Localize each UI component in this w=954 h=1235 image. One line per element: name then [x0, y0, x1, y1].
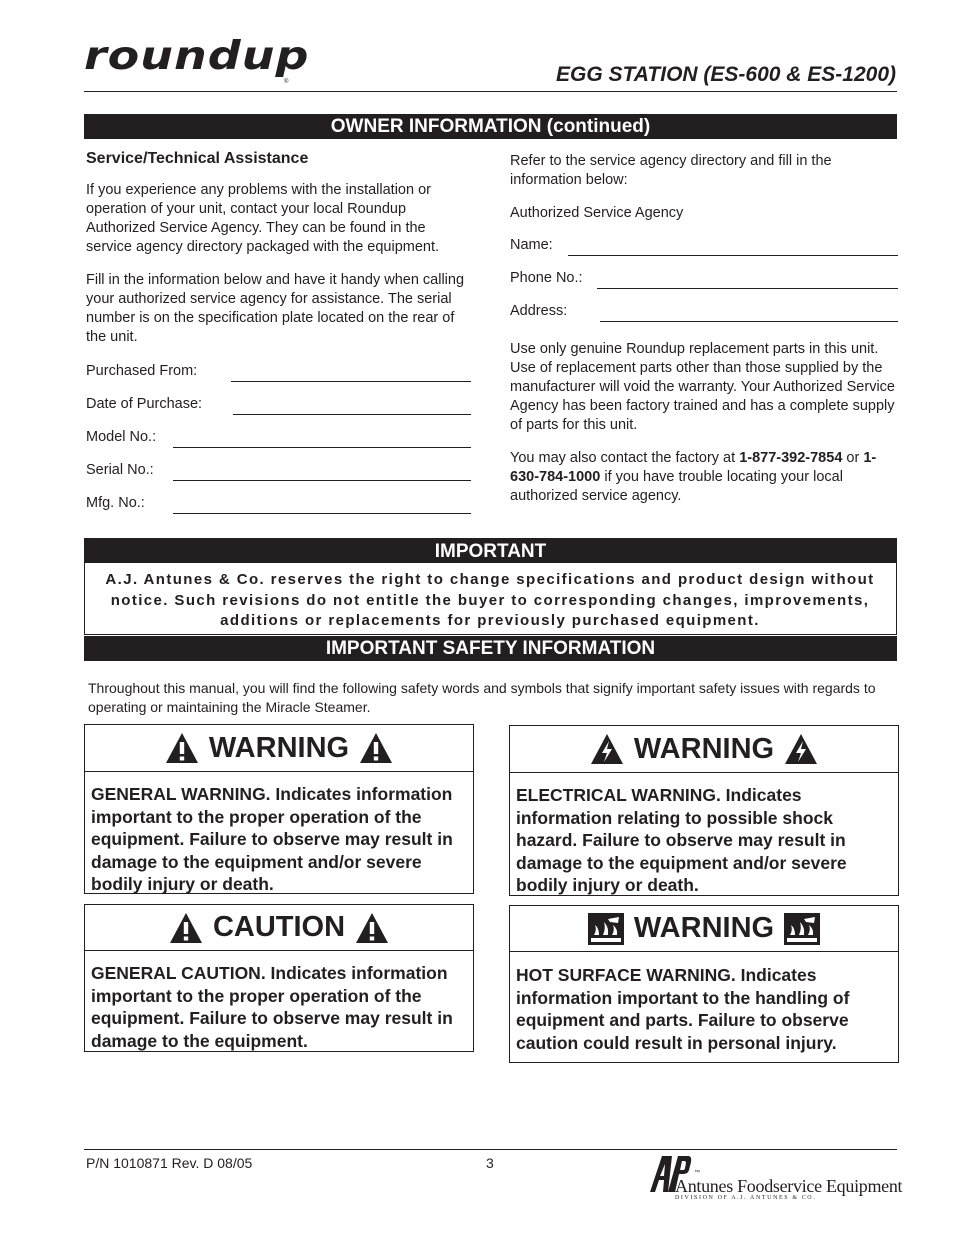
agency-name-field[interactable] — [510, 235, 898, 268]
fill-line — [600, 321, 898, 322]
warning-title: WARNING — [208, 731, 350, 764]
registered-mark: ® — [284, 79, 289, 85]
hot-surface-warning-header — [510, 906, 898, 952]
field-label: Address: — [510, 303, 568, 319]
warning-triangle-icon — [359, 732, 393, 764]
hot-surface-icon — [588, 913, 624, 945]
replacement-parts-paragraph: Use only genuine Roundup replacement parts in this unit. Use of replacement parts other than those supplied by the manufacturer will void the warranty. Your Authorized Service Agency has been factory trained and has a complete supply of parts for this unit. — [510, 341, 895, 433]
purchased-from-field[interactable] — [86, 361, 471, 394]
general-warning-text: GENERAL WARNING. Indicates information important to the proper operation of the equipment. Failure to observe may result in damage to the equipment and/or severe bodily injury or death. — [91, 784, 453, 894]
service-paragraph-1: If you experience any problems with the installation or operation of your unit, contact your local Roundup Authorized Service Agency. They can be found in the service agency directory packaged with the equipment. — [86, 182, 440, 255]
fill-line — [231, 381, 471, 382]
field-label: Phone No.: — [510, 270, 583, 286]
field-label: Mfg. No.: — [86, 495, 145, 511]
contact-text: or — [842, 450, 864, 466]
company-name: Antunes Foodservice Equipment — [675, 1176, 903, 1196]
factory-contact-paragraph — [510, 449, 898, 506]
agency-label: Authorized Service Agency — [510, 205, 684, 221]
date-of-purchase-field[interactable] — [86, 394, 471, 427]
contact-text: if you have trouble locating your local authorized service agency. — [510, 469, 843, 504]
part-number: P/N 1010871 Rev. D 08/05 — [86, 1155, 253, 1171]
header-rule — [84, 91, 897, 92]
right-column — [510, 152, 898, 520]
warning-title: WARNING — [633, 912, 775, 944]
hot-surface-warning-text: HOT SURFACE WARNING. Indicates information important to the handling of equipment and parts. Failure to observe caution could result in personal injury. — [516, 965, 850, 1053]
directory-paragraph: Refer to the service agency directory and fill in the information below: — [510, 153, 832, 188]
field-label: Date of Purchase: — [86, 396, 203, 412]
fill-line — [173, 513, 471, 514]
factory-phone-2: 1-630-784-1000 — [510, 450, 877, 485]
field-label: Serial No.: — [86, 462, 154, 478]
fill-line — [233, 414, 471, 415]
safety-intro: Throughout this manual, you will find the following safety words and symbols that signify important safety issues with regards to operating or maintaining the Miracle Steamer. — [88, 680, 876, 715]
fill-line — [568, 255, 898, 256]
mfg-no-field[interactable] — [86, 493, 471, 526]
service-paragraph-2: Fill in the information below and have it handy when calling your authorized service agency for assistance. The serial number is on the specification plate located on the rear of the unit. — [86, 272, 465, 345]
trademark-mark: ™ — [694, 1170, 700, 1176]
contact-text: You may also contact the factory at — [510, 450, 740, 466]
field-label: Name: — [510, 237, 553, 253]
important-bar: IMPORTANT — [84, 538, 897, 563]
general-caution-box — [84, 904, 474, 1052]
electrical-warning-box — [509, 725, 899, 896]
serial-no-field[interactable] — [86, 460, 471, 493]
caution-triangle-icon — [355, 912, 389, 944]
roundup-logo: roundup — [84, 32, 310, 79]
owner-info-bar: OWNER INFORMATION (continued) — [84, 114, 897, 139]
caution-triangle-icon — [169, 912, 203, 944]
document-title: EGG STATION (ES-600 & ES-1200) — [556, 63, 896, 86]
hot-surface-icon — [784, 913, 820, 945]
electrical-hazard-icon — [590, 733, 624, 765]
electrical-warning-header — [510, 726, 898, 773]
footer-rule — [84, 1149, 897, 1150]
warning-triangle-icon — [165, 732, 199, 764]
general-warning-header — [85, 725, 473, 772]
left-column — [86, 150, 471, 526]
general-caution-header — [85, 905, 473, 951]
electrical-hazard-icon — [784, 733, 818, 765]
agency-phone-field[interactable] — [510, 268, 898, 301]
model-no-field[interactable] — [86, 427, 471, 460]
warning-title: WARNING — [633, 732, 775, 765]
fill-line — [597, 288, 898, 289]
general-warning-box — [84, 724, 474, 894]
service-heading: Service/Technical Assistance — [86, 150, 309, 167]
company-division: DIVISION OF A.J. ANTUNES & CO. — [675, 1195, 817, 1201]
electrical-warning-text: ELECTRICAL WARNING. Indicates information relating to possible shock hazard. Failure to observe may result in damage to the equipment and/or severe bodily injury or death. — [516, 785, 847, 895]
caution-title: CAUTION — [212, 911, 346, 943]
fill-line — [173, 480, 471, 481]
field-label: Purchased From: — [86, 363, 198, 379]
page-number: 3 — [486, 1155, 494, 1171]
fill-line — [173, 447, 471, 448]
field-label: Model No.: — [86, 429, 157, 445]
safety-info-bar: IMPORTANT SAFETY INFORMATION — [84, 636, 897, 661]
factory-phone-1: 1-877-392-7854 — [739, 450, 843, 466]
hot-surface-warning-box — [509, 905, 899, 1063]
agency-address-field[interactable] — [510, 301, 898, 334]
important-notice: A.J. Antunes & Co. reserves the right to change specifications and product design without notice. Such revisions do not entitle the buyer to corresponding changes, improvements, additions or replacements for previously purchased equipment. — [105, 571, 875, 629]
general-caution-text: GENERAL CAUTION. Indicates information important to the proper operation of the equipment. Failure to observe may result in damage to the equipment. — [91, 963, 453, 1051]
